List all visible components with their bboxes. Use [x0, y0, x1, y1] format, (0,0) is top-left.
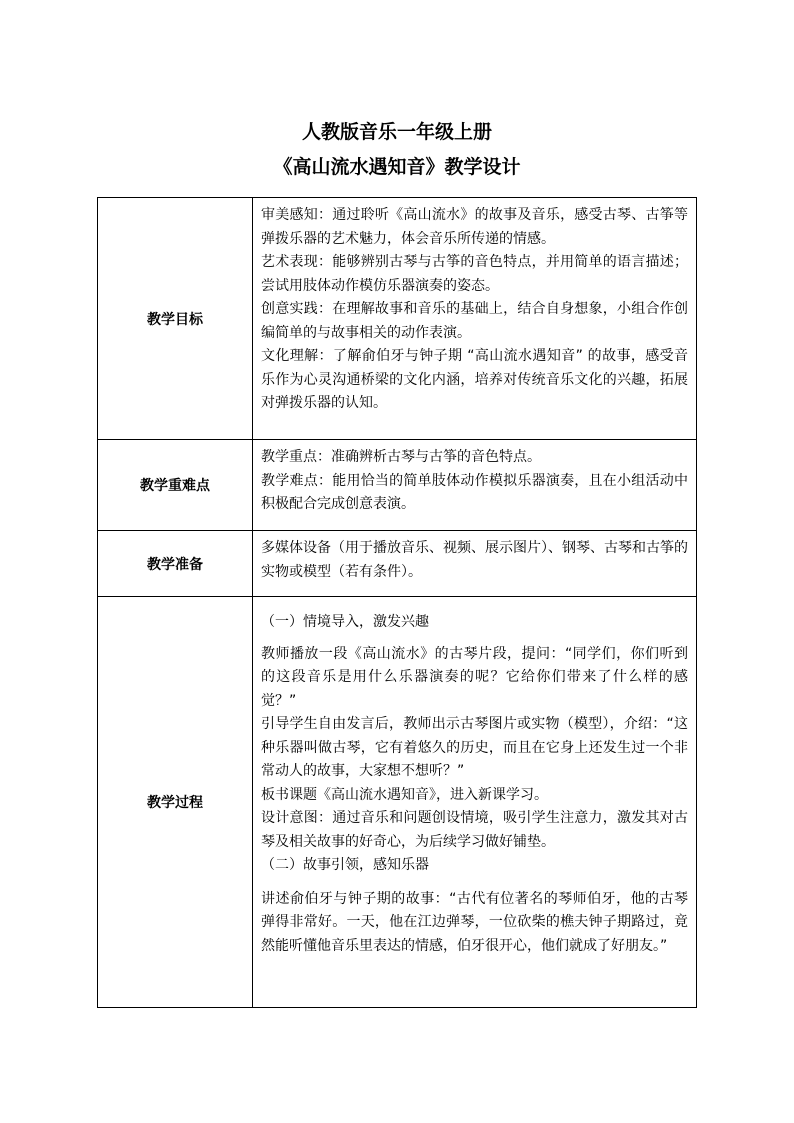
- table-row-goals: [98, 198, 697, 440]
- goal-creative: 创意实践：在理解故事和音乐的基础上，结合自身想象，小组合作创编简单的与故事相关的动作表演。: [261, 301, 688, 341]
- row-content-goals: [253, 198, 697, 440]
- process-paragraph: 设计意图：通过音乐和问题创设情境，吸引学生注意力，激发其对古琴及相关故事的好奇心，为后续学习做好铺垫。: [261, 810, 688, 850]
- process-paragraph: 板书课题《高山流水遇知音》，进入新课学习。: [261, 786, 548, 803]
- table-row-process: [98, 597, 697, 1008]
- process-paragraph: 引导学生自由发言后，教师出示古琴图片或实物（模型），介绍：“这种乐器叫做古琴，它有着悠久的历史，而且在它身上还发生过一个非常动人的故事，大家想不想听？”: [261, 716, 688, 779]
- document-subtitle: 《高山流水遇知音》教学设计: [273, 156, 521, 178]
- row-label-prep: 教学准备: [98, 531, 253, 597]
- row-content-keypoints: [253, 440, 697, 531]
- process-paragraph: 讲述俞伯牙与钟子期的故事：“古代有位著名的琴师伯牙，他的古琴弹得非常好。一天，他在江边弹琴，一位砍柴的樵夫钟子期路过，竟然能听懂他音乐里表达的情感，伯牙很开心，他们就成了好朋友。”: [261, 890, 688, 954]
- row-label-process: 教学过程: [98, 597, 253, 1008]
- process-paragraph: 教师播放一段《高山流水》的古琴片段，提问：“同学们，你们听到的这段音乐是用什么乐器演奏的呢？它给你们带来了什么样的感觉？”: [261, 645, 688, 709]
- row-content-prep: [253, 531, 697, 597]
- lesson-plan-table: [97, 197, 697, 1008]
- goal-aesthetic: 审美感知：通过聆听《高山流水》的故事及音乐，感受古琴、古筝等弹拨乐器的艺术魅力，体会音乐所传递的情感。: [261, 207, 688, 247]
- table-row-keypoints: [98, 440, 697, 531]
- goal-expression: 艺术表现：能够辨别古琴与古筝的音色特点，并用简单的语言描述；尝试用肢体动作模仿乐器演奏的姿态。: [261, 254, 688, 294]
- prep-text: 多媒体设备（用于播放音乐、视频、展示图片）、钢琴、古琴和古筝的实物或模型（若有条件）。: [261, 540, 688, 580]
- row-content-process: [253, 597, 697, 1008]
- table-row-prep: [98, 531, 697, 597]
- document-title: 人教版音乐一年级上册: [301, 121, 492, 143]
- difficult-point: 教学难点：能用恰当的简单肢体动作模拟乐器演奏，且在小组活动中积极配合完成创意表演。: [261, 472, 688, 512]
- row-label-keypoints: 教学重难点: [98, 440, 253, 531]
- section-heading-intro: （一）情境导入，激发兴趣: [261, 614, 429, 630]
- key-point: 教学重点：准确辨析古琴与古筝的音色特点。: [261, 449, 541, 465]
- section-heading-story: （二）故事引领，感知乐器: [261, 857, 429, 873]
- row-label-goals: 教学目标: [98, 198, 253, 440]
- goal-culture: 文化理解：了解俞伯牙与钟子期 “高山流水遇知音” 的故事，感受音乐作为心灵沟通桥梁的文化内涵，培养对传统音乐文化的兴趣，拓展对弹拨乐器的认知。: [261, 348, 688, 411]
